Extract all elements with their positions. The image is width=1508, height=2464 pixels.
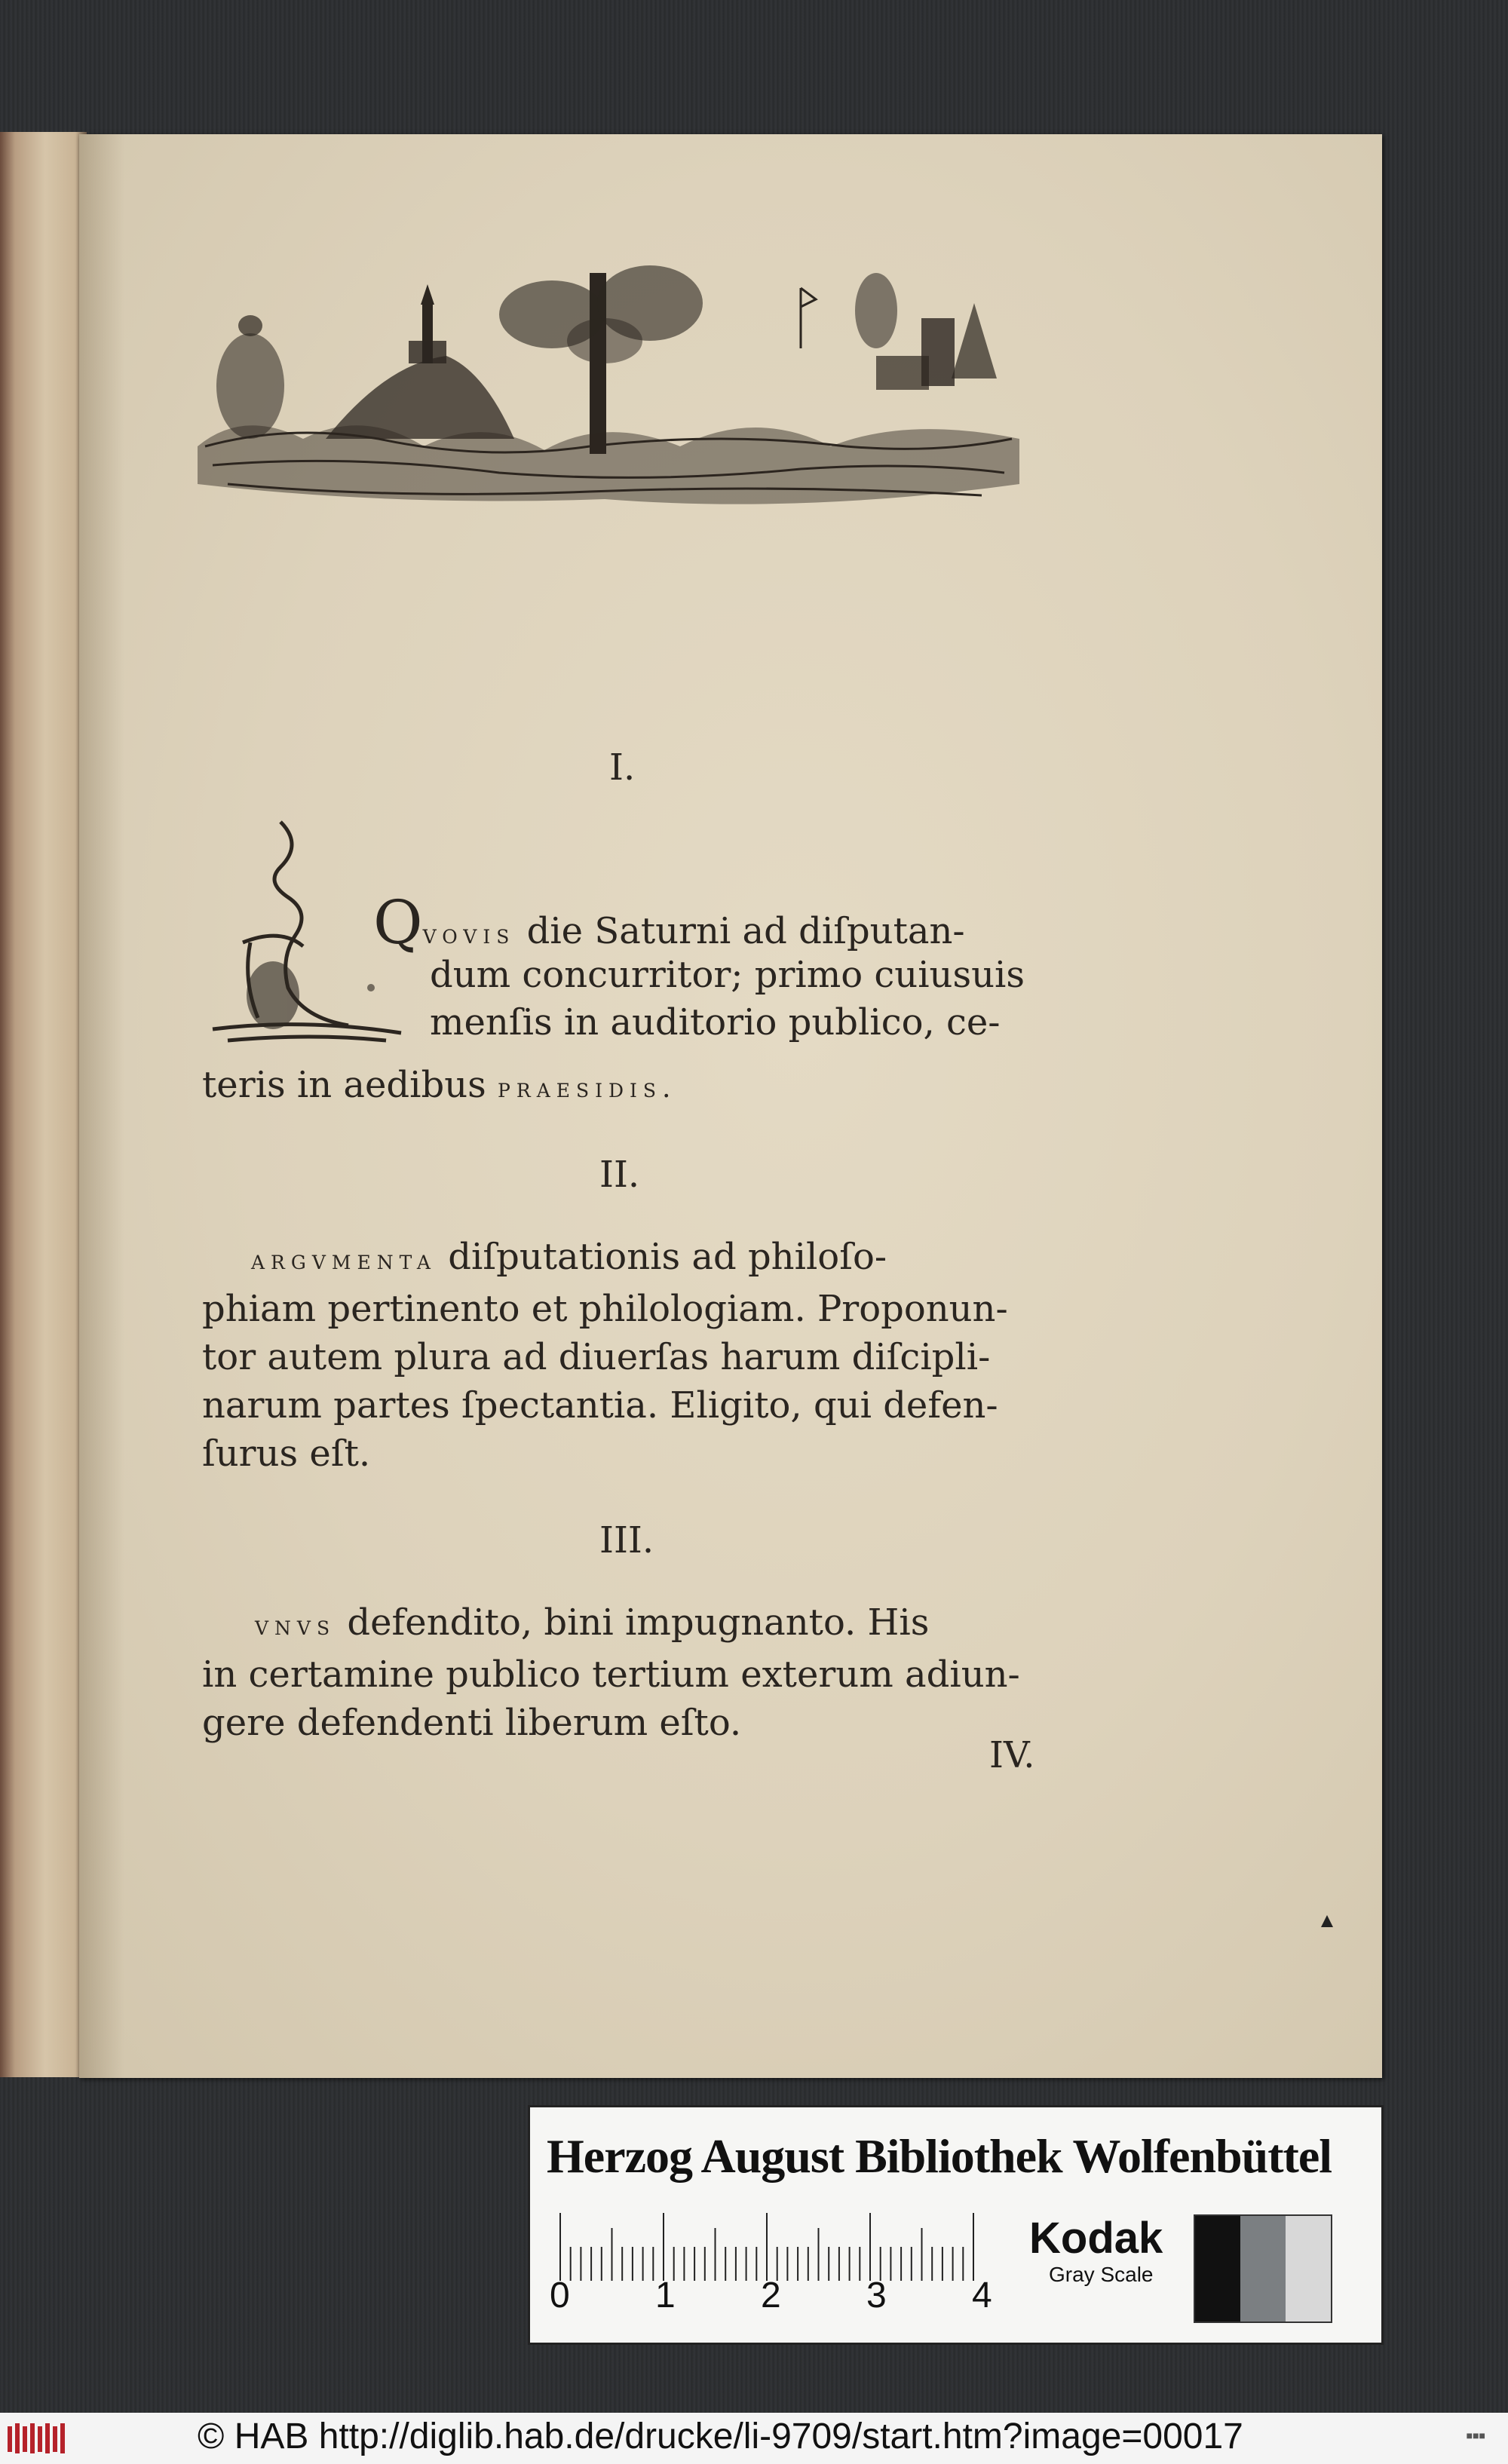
kodak-logo: Kodak xyxy=(1029,2214,1163,2263)
swatch-black xyxy=(1195,2216,1240,2321)
section-2-paragraph xyxy=(202,1233,1047,1478)
section-numeral-1: I. xyxy=(609,746,636,789)
drop-initial: Q xyxy=(373,887,423,958)
unus-smallcaps: vnvs xyxy=(255,1610,336,1641)
ruler-number-4: 4 xyxy=(972,2276,992,2315)
swatch-light-gray xyxy=(1286,2216,1331,2321)
section-2-line-5: ſurus eſt. xyxy=(202,1433,371,1475)
section-3-line-3: gere defendenti liberum eſto. xyxy=(202,1702,742,1744)
section-1-line-1-rest: die Saturni ad diſputan- xyxy=(526,910,965,952)
ruler-number-0: 0 xyxy=(550,2276,570,2315)
gray-scale-label: Gray Scale xyxy=(1049,2263,1154,2286)
section-1-line-2: dum concurritor; primo cuiusuis xyxy=(430,954,1025,996)
praesidis-smallcaps: praesidis. xyxy=(498,1073,677,1104)
swatch-mid-gray xyxy=(1240,2216,1286,2321)
card-title: Herzog August Bibliothek Wolfenbüttel xyxy=(547,2129,1332,2183)
section-1-smallcaps: vovis xyxy=(422,919,516,950)
section-1-line-4-start: teris in aedibus xyxy=(202,1064,498,1106)
section-2-line-4: narum partes ſpectantia. Eligito, qui defen- xyxy=(202,1384,998,1427)
section-numeral-2: II. xyxy=(599,1154,640,1196)
section-1-line-3: menſis in auditorio publico, ce- xyxy=(430,1001,1001,1044)
page-mark-triangle xyxy=(1321,1915,1333,1927)
section-1-line-1 xyxy=(373,887,965,958)
section-2-line-3: tor autem plura ad diuerſas harum diſcipli- xyxy=(202,1336,991,1378)
footer-mark: ■■■ xyxy=(1466,2429,1485,2441)
landscape-vignette xyxy=(198,258,1019,514)
footer-copyright-link[interactable]: © HAB http://diglib.hab.de/drucke/li-9709/start.htm?image=00017 xyxy=(198,2416,1243,2456)
section-1-line-4 xyxy=(202,1062,677,1112)
section-2-line-2: phiam pertinento et philologiam. Proponun- xyxy=(202,1288,1008,1330)
gray-swatches xyxy=(1194,2214,1332,2323)
argumenta-smallcaps: argvmenta xyxy=(251,1245,437,1276)
section-3-line-1-rest: defendito, bini impugnanto. His xyxy=(336,1601,930,1644)
section-3-line-2: in certamine publico tertium exterum adiun- xyxy=(202,1653,1020,1696)
library-color-card xyxy=(528,2105,1384,2345)
ruler-number-3: 3 xyxy=(866,2276,887,2315)
hab-logo-icon xyxy=(6,2420,66,2456)
section-3-paragraph xyxy=(202,1598,1047,1747)
section-numeral-3: III. xyxy=(599,1519,654,1561)
ruler-number-2: 2 xyxy=(761,2276,781,2315)
ruler-number-1: 1 xyxy=(655,2276,676,2315)
section-2-line-1-rest: diſputationis ad philoſo- xyxy=(437,1236,887,1278)
footer-bar xyxy=(0,2413,1508,2464)
catchword: IV. xyxy=(989,1734,1035,1776)
ruler-numbers xyxy=(542,2275,995,2320)
ruler-scale xyxy=(557,2205,979,2281)
page-gutter-shadow xyxy=(79,134,124,2078)
left-page-edge xyxy=(0,132,87,2077)
